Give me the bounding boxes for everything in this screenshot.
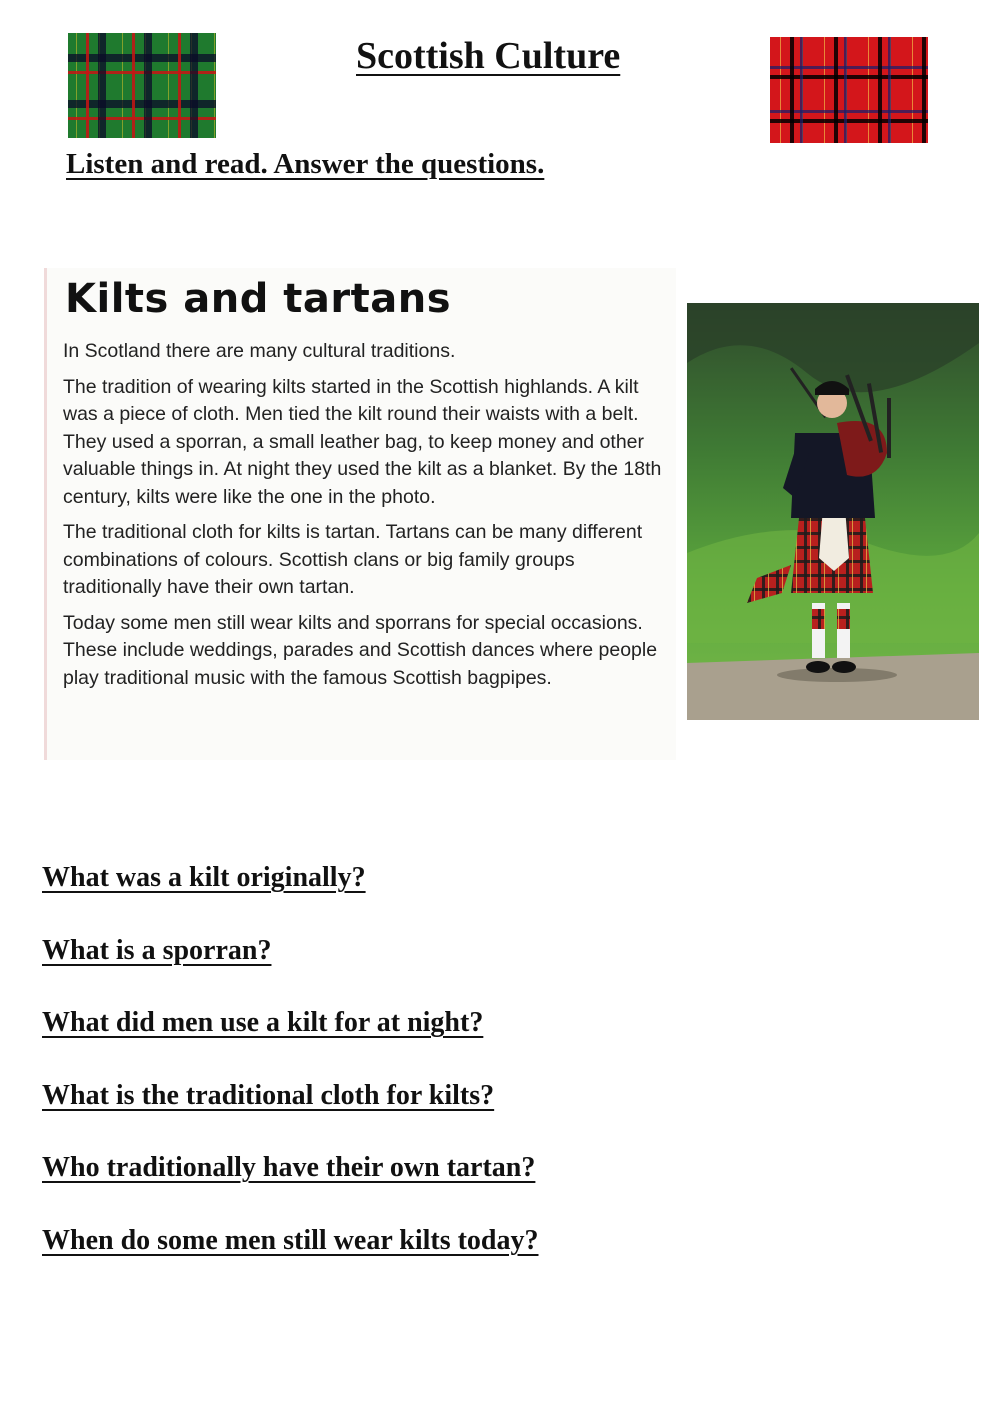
green-tartan-image [68,33,216,138]
question-4: What is the traditional cloth for kilts? [42,1080,495,1111]
article-paragraph: The traditional cloth for kilts is tartan. Tartans can be many different combinations of colours. Scottish clans or big family groups traditionally have their own tartan. [63,521,643,598]
question-5: Who traditionally have their own tartan? [42,1152,536,1183]
question-2: What is a sporran? [42,935,272,966]
red-tartan-image [770,37,928,143]
question-1: What was a kilt originally? [42,862,366,893]
article-paragraph: In Scotland there are many cultural traditions. [63,340,456,362]
article-paragraph: Today some men still wear kilts and sporrans for special occasions. These include weddings, parades and Scottish dances where people play traditional music with the famous Scottish bagpipes. [63,611,658,689]
article-paragraph: The tradition of wearing kilts started in the Scottish highlands. A kilt was a piece of cloth. Men tied the kilt round their waists with a belt. They used a sporran, a small leather bag, to keep money and other valuable things in. At night they used the kilt as a blanket. By the 18th century, kilts were like the one in the photo. [63,375,662,508]
instruction-text: Listen and read. Answer the questions. [66,148,545,180]
article-panel [44,268,676,760]
question-3: What did men use a kilt for at night? [42,1007,484,1038]
article-title: Kilts and tartans [65,276,452,322]
article-body [63,338,678,700]
bagpiper-photo [687,303,979,720]
page-title: Scottish Culture [356,35,621,77]
question-6: When do some men still wear kilts today? [42,1225,539,1256]
